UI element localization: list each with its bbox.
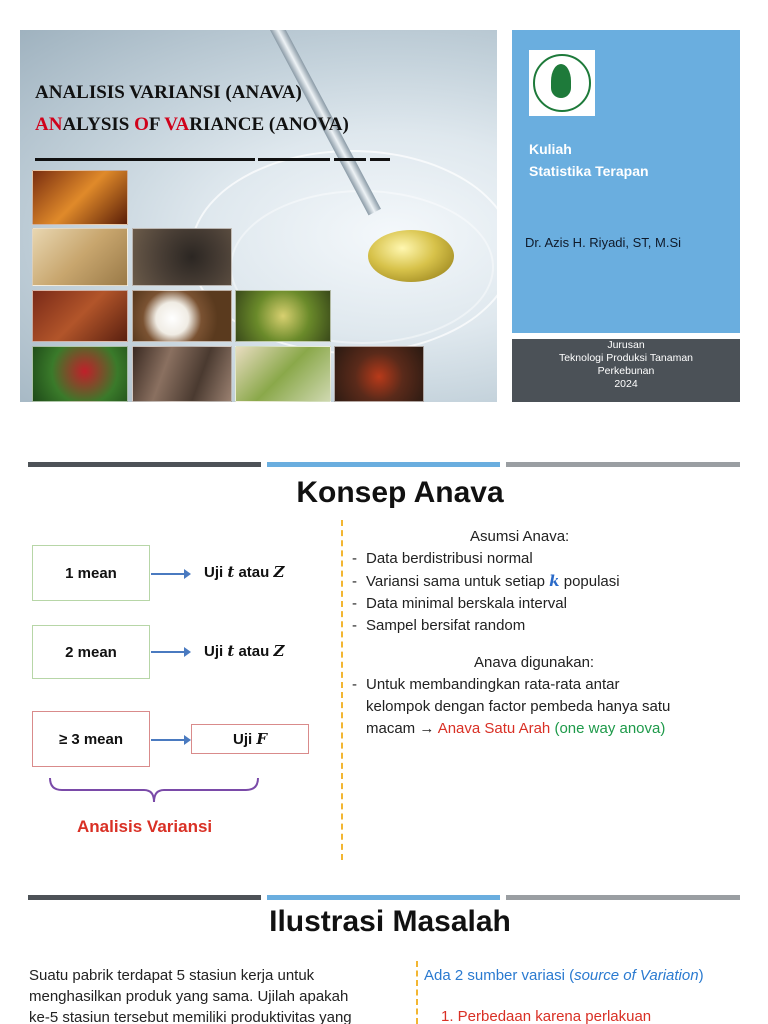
uji-t-z-label-2: Uji t atau Z xyxy=(204,642,285,660)
curly-brace xyxy=(48,776,260,806)
asumsi-item: - Data minimal berskala interval xyxy=(352,595,567,612)
institution-logo xyxy=(529,50,595,116)
asumsi-list xyxy=(352,548,620,637)
fruit-photo xyxy=(235,290,331,342)
slide-top-bar-gray xyxy=(506,895,740,900)
oil-drop-graphic xyxy=(368,230,454,282)
title-underline-2 xyxy=(258,158,330,161)
slide-heading: Ilustrasi Masalah xyxy=(269,905,511,938)
box-1-mean: 1 mean xyxy=(32,545,150,601)
plant-icon xyxy=(551,64,571,98)
coffee-cherry-photo xyxy=(32,346,128,402)
box-2-mean: 2 mean xyxy=(32,625,150,679)
cocoa-photo xyxy=(32,290,128,342)
asumsi-item: - Variansi sama untuk setiap k populasi xyxy=(352,572,620,590)
slide-top-bar-blue xyxy=(267,895,500,900)
illustration-slide xyxy=(0,893,768,1024)
slide-top-bar-dark xyxy=(28,462,261,467)
column-divider xyxy=(341,520,343,860)
title-underline-3 xyxy=(334,158,366,161)
arrow-3 xyxy=(151,739,189,741)
title-line-2: ANALYSIS OF VARIANCE (ANOVA) xyxy=(35,114,349,135)
arrow-2 xyxy=(151,651,189,653)
slide-top-bar-gray xyxy=(506,462,740,467)
asumsi-item: - Sampel bersifat random xyxy=(352,617,526,634)
asumsi-item: - Data berdistribusi normal xyxy=(352,550,533,567)
palm-fruit-photo xyxy=(32,170,128,225)
slide-top-bar-dark xyxy=(28,895,261,900)
tea-photo xyxy=(334,346,424,402)
course-info-panel xyxy=(512,30,740,333)
variation-item-1: 1. Perbedaan karena perlakuan xyxy=(441,1008,652,1024)
sources-of-variation-title: Ada 2 sumber variasi (source of Variation) xyxy=(424,967,704,984)
title-underline-4 xyxy=(370,158,390,161)
department-footer: Jurusan Teknologi Produksi Tanaman Perkebunan 2024 xyxy=(512,339,740,402)
coconut-photo xyxy=(132,290,232,342)
column-divider xyxy=(416,961,418,1024)
digunakan-text: - Untuk membandingkan rata-rata antar kelompok dengan factor pembeda hanya satu macam → Anava Satu Arah (one way anova) xyxy=(352,676,671,737)
digunakan-title: Anava digunakan: xyxy=(474,654,595,671)
problem-text: Suatu pabrik terdapat 5 stasiun kerja untuk menghasilkan produk yang sama. Ujilah apakah ke-5 stasiun tersebut memiliki produktivitas yang xyxy=(29,967,352,1024)
title-line-1: ANALISIS VARIANSI (ANAVA) xyxy=(35,82,302,103)
title-slide-image-panel xyxy=(20,30,497,402)
uji-t-z-label-1: Uji t atau Z xyxy=(204,563,285,581)
pepper-photo xyxy=(132,228,232,286)
lecturer-name: Dr. Azis H. Riyadi, ST, M.Si xyxy=(525,235,682,250)
concept-slide xyxy=(0,460,768,880)
course-title: Kuliah Statistika Terapan xyxy=(529,141,649,179)
arrow-1 xyxy=(151,573,189,575)
slide-heading: Konsep Anava xyxy=(296,476,504,509)
sugarcane-photo xyxy=(235,346,331,402)
slide-top-bar-blue xyxy=(267,462,500,467)
asumsi-title: Asumsi Anava: xyxy=(470,528,570,545)
analisis-variansi-label: Analisis Variansi xyxy=(77,817,213,836)
box-uji-f: Uji F xyxy=(191,724,309,754)
vanilla-photo xyxy=(132,346,232,402)
title-slide xyxy=(0,0,768,420)
cashew-photo xyxy=(32,228,128,286)
title-underline-1 xyxy=(35,158,255,161)
box-3-or-more-mean: ≥ 3 mean xyxy=(32,711,150,767)
